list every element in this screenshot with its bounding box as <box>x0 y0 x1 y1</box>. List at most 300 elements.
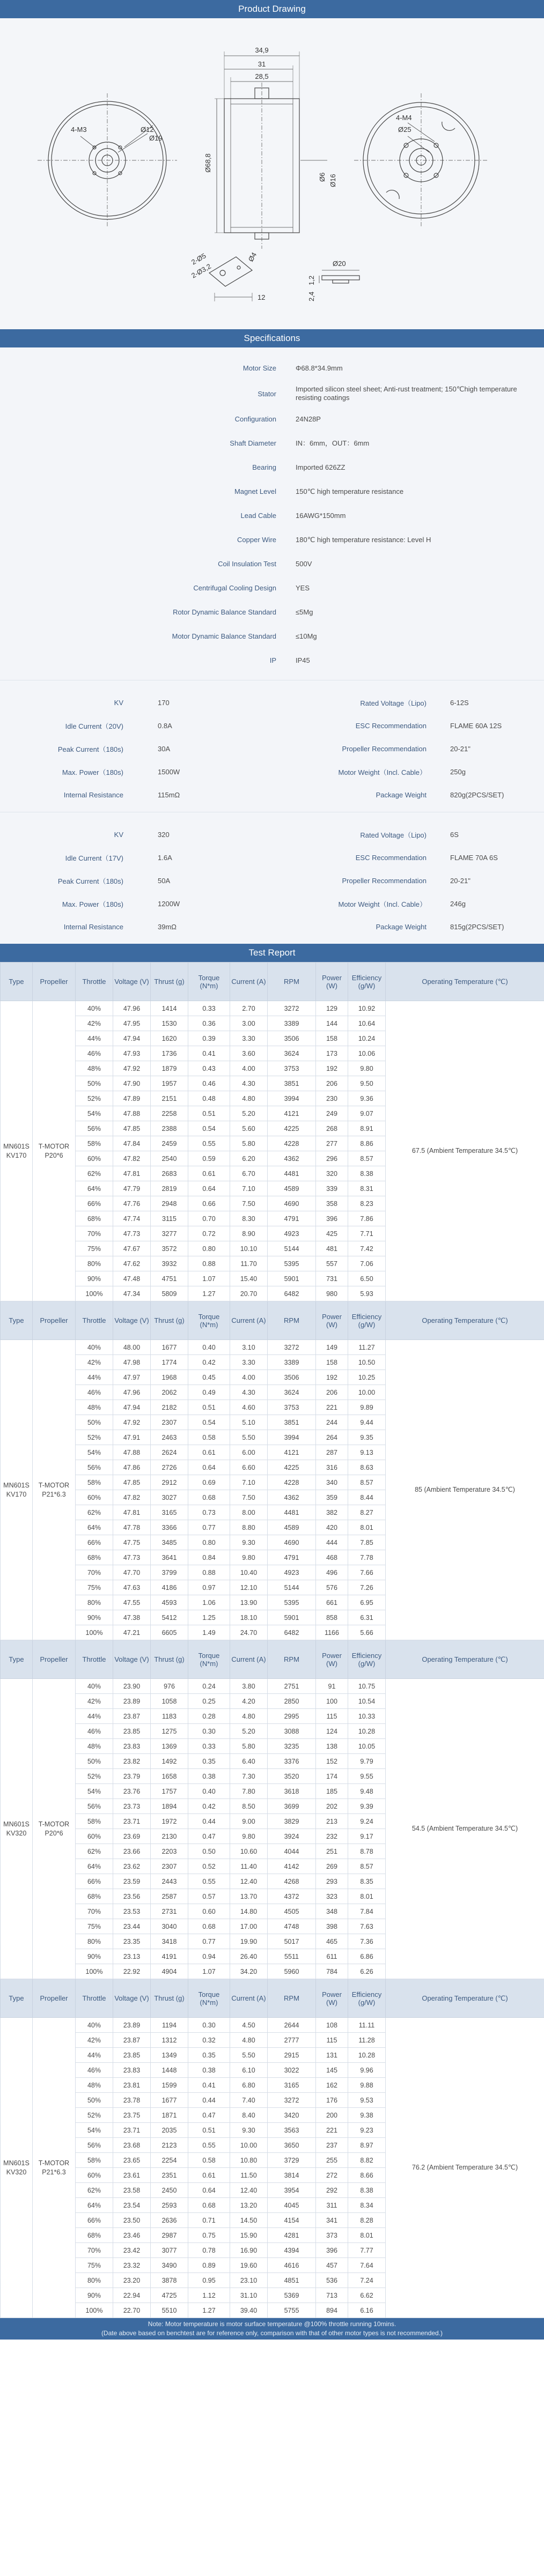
table-cell: 3520 <box>268 1769 316 1784</box>
table-cell: 23.54 <box>113 2198 151 2213</box>
table-cell: 1.49 <box>188 1625 230 1640</box>
table-cell: 100 <box>316 1694 348 1709</box>
table-cell: 202 <box>316 1799 348 1814</box>
table-cell: 0.60 <box>188 1904 230 1919</box>
table-cell: 48% <box>76 1061 113 1076</box>
table-cell: 8.35 <box>348 1874 386 1889</box>
spec-label: Shaft Diameter <box>230 439 276 447</box>
table-cell: 58% <box>76 1814 113 1829</box>
table-cell: 3650 <box>268 2138 316 2153</box>
table-cell: 23.13 <box>113 1949 151 1964</box>
kv-label: KV <box>114 699 123 707</box>
kv-label-right: Rated Voltage（Lipo) <box>360 699 427 707</box>
note-line-2: (Date above based on benchtest are for reference only, comparison with that of other motor types is not recommended.) <box>101 2329 443 2337</box>
table-cell: 9.96 <box>348 2063 386 2078</box>
table-cell: 9.30 <box>230 1535 268 1550</box>
table-cell: 75% <box>76 1241 113 1256</box>
table-cell: 42% <box>76 1694 113 1709</box>
propeller-cell: T-MOTOR P21*6.3 <box>33 1340 76 1640</box>
spec-value: 180℃ high temperature resistance: Level H <box>296 535 431 544</box>
test-header-cell: Propeller <box>33 1640 76 1679</box>
table-cell: 316 <box>316 1460 348 1475</box>
table-cell: 68% <box>76 1889 113 1904</box>
table-cell: 9.30 <box>230 2123 268 2138</box>
table-cell: 0.30 <box>188 2018 230 2033</box>
table-cell: 2540 <box>151 1151 188 1166</box>
table-cell: 23.76 <box>113 1784 151 1799</box>
table-cell: 0.43 <box>188 1061 230 1076</box>
kv-value-right: 6-12S <box>450 699 469 707</box>
table-cell: 9.48 <box>348 1784 386 1799</box>
table-cell: 9.89 <box>348 1400 386 1415</box>
table-cell: 44% <box>76 1031 113 1046</box>
table-cell: 60% <box>76 1490 113 1505</box>
table-cell: 7.10 <box>230 1475 268 1490</box>
table-cell: 46% <box>76 1046 113 1061</box>
table-cell: 0.42 <box>188 1799 230 1814</box>
table-cell: 6482 <box>268 1286 316 1301</box>
table-cell: 100% <box>76 1964 113 1979</box>
spec-label: Configuration <box>234 415 276 423</box>
spec-row <box>0 528 544 552</box>
table-cell: 3994 <box>268 1430 316 1445</box>
table-cell: 70% <box>76 1904 113 1919</box>
table-row <box>1 1340 544 1355</box>
spec-row <box>0 455 544 479</box>
table-cell: 3994 <box>268 1091 316 1106</box>
test-header-cell: Power (W) <box>316 1979 348 2018</box>
table-cell: 3277 <box>151 1226 188 1241</box>
table-cell: 90% <box>76 1271 113 1286</box>
note-line-1: Note: Motor temperature is motor surface temperature @100% throttle running 10mins. <box>148 2320 396 2328</box>
table-cell: 5.93 <box>348 1286 386 1301</box>
table-cell: 713 <box>316 2288 348 2303</box>
table-cell: 8.50 <box>230 1799 268 1814</box>
table-cell: 47.92 <box>113 1415 151 1430</box>
table-cell: 23.46 <box>113 2228 151 2243</box>
table-cell: 15.90 <box>230 2228 268 2243</box>
table-cell: 4690 <box>268 1196 316 1211</box>
table-cell: 9.44 <box>348 1415 386 1430</box>
test-header-cell: Voltage (V) <box>113 1979 151 2018</box>
table-cell: 23.42 <box>113 2243 151 2258</box>
table-cell: 20.70 <box>230 1286 268 1301</box>
table-cell: 23.75 <box>113 2108 151 2123</box>
kv-value-right: 246g <box>450 900 466 908</box>
table-cell: 4225 <box>268 1121 316 1136</box>
table-cell: 23.58 <box>113 2183 151 2198</box>
table-cell: 244 <box>316 1415 348 1430</box>
table-cell: 47.76 <box>113 1196 151 1211</box>
table-cell: 3624 <box>268 1046 316 1061</box>
table-cell: 23.56 <box>113 1889 151 1904</box>
spec-label: Copper Wire <box>237 536 276 544</box>
table-cell: 31.10 <box>230 2288 268 2303</box>
table-cell: 158 <box>316 1355 348 1370</box>
dim-25: Ø25 <box>398 125 411 134</box>
dim-4: Ø4 <box>246 250 259 263</box>
table-cell: 7.84 <box>348 1904 386 1919</box>
table-cell: 6.95 <box>348 1595 386 1610</box>
table-cell: 11.40 <box>230 1859 268 1874</box>
kv-value: 39mΩ <box>158 923 177 931</box>
table-cell: 3954 <box>268 2183 316 2198</box>
test-header-cell: Operating Temperature (℃) <box>386 963 544 1001</box>
dim-4-m4: 4-M4 <box>396 114 412 122</box>
table-cell: 5901 <box>268 1271 316 1286</box>
propeller-cell: T-MOTOR P20*6 <box>33 1001 76 1301</box>
spec-value: 500V <box>296 559 312 568</box>
operating-temperature-cell: 76.2 (Ambient Temperature 34.5℃) <box>386 2018 544 2318</box>
kv-value: 115mΩ <box>158 791 180 799</box>
table-cell: 47.81 <box>113 1505 151 1520</box>
table-cell: 47.96 <box>113 1385 151 1400</box>
table-cell: 5369 <box>268 2288 316 2303</box>
table-cell: 4281 <box>268 2228 316 2243</box>
table-cell: 10.80 <box>230 2153 268 2168</box>
table-cell: 3366 <box>151 1520 188 1535</box>
table-cell: 47.81 <box>113 1166 151 1181</box>
table-cell: 4.50 <box>230 2018 268 2033</box>
table-cell: 4593 <box>151 1595 188 1610</box>
kv-value: 1200W <box>158 900 180 908</box>
table-cell: 50% <box>76 1415 113 1430</box>
clamp-part-view <box>209 257 252 301</box>
kv-label-right: Motor Weight（Incl. Cable） <box>338 900 427 908</box>
dim-1-2: 1,2 <box>307 275 315 285</box>
table-cell: 4923 <box>268 1565 316 1580</box>
table-cell: 48% <box>76 1739 113 1754</box>
table-cell: 47.92 <box>113 1061 151 1076</box>
table-cell: 611 <box>316 1949 348 1964</box>
table-cell: 5.20 <box>230 1106 268 1121</box>
table-cell: 14.50 <box>230 2213 268 2228</box>
table-cell: 4268 <box>268 1874 316 1889</box>
table-cell: 4.60 <box>230 1400 268 1415</box>
table-cell: 2123 <box>151 2138 188 2153</box>
table-cell: 3418 <box>151 1934 188 1949</box>
table-cell: 2624 <box>151 1445 188 1460</box>
table-cell: 10.40 <box>230 1565 268 1580</box>
table-cell: 6.20 <box>230 1151 268 1166</box>
kv-label: Internal Resistance <box>63 923 123 931</box>
table-cell: 100% <box>76 1286 113 1301</box>
table-cell: 60% <box>76 2168 113 2183</box>
table-cell: 0.61 <box>188 2168 230 2183</box>
kv-value: 1.6A <box>158 854 172 862</box>
table-cell: 8.90 <box>230 1226 268 1241</box>
table-cell: 1414 <box>151 1001 188 1016</box>
table-cell: 358 <box>316 1196 348 1211</box>
table-cell: 2035 <box>151 2123 188 2138</box>
spec-label: Bearing <box>252 463 276 471</box>
operating-temperature-cell: 54.5 (Ambient Temperature 34.5℃) <box>386 1679 544 1979</box>
motor-type-cell: MN601S KV320 <box>1 2018 33 2318</box>
table-cell: 47.21 <box>113 1625 151 1640</box>
table-cell: 481 <box>316 1241 348 1256</box>
table-cell: 10.60 <box>230 1844 268 1859</box>
kv-row <box>0 823 544 846</box>
table-cell: 272 <box>316 2168 348 2183</box>
table-cell: 64% <box>76 1181 113 1196</box>
specs-title-bar <box>0 329 544 347</box>
kv-row <box>0 846 544 869</box>
table-cell: 1871 <box>151 2108 188 2123</box>
table-cell: 8.57 <box>348 1859 386 1874</box>
table-cell: 3851 <box>268 1076 316 1091</box>
table-cell: 2203 <box>151 1844 188 1859</box>
spec-value: 150℃ high temperature resistance <box>296 487 404 495</box>
table-cell: 264 <box>316 1430 348 1445</box>
table-cell: 0.64 <box>188 1460 230 1475</box>
table-cell: 557 <box>316 1256 348 1271</box>
table-cell: 4.30 <box>230 1385 268 1400</box>
operating-temperature-cell: 67.5 (Ambient Temperature 34.5℃) <box>386 1001 544 1301</box>
table-cell: 7.86 <box>348 1211 386 1226</box>
spec-label: Lead Cable <box>240 512 276 520</box>
kv-row <box>0 760 544 783</box>
table-cell: 23.50 <box>113 2213 151 2228</box>
table-cell: 42% <box>76 1016 113 1031</box>
table-cell: 4044 <box>268 1844 316 1859</box>
table-cell: 23.44 <box>113 1919 151 1934</box>
table-cell: 2995 <box>268 1709 316 1724</box>
table-cell: 1312 <box>151 2033 188 2048</box>
table-cell: 425 <box>316 1226 348 1241</box>
table-cell: 10.06 <box>348 1046 386 1061</box>
table-cell: 10.05 <box>348 1739 386 1754</box>
table-cell: 22.92 <box>113 1964 151 1979</box>
table-cell: 6482 <box>268 1625 316 1640</box>
table-cell: 9.07 <box>348 1106 386 1121</box>
table-cell: 52% <box>76 2108 113 2123</box>
kv-label-right: ESC Recommendation <box>355 854 427 862</box>
table-cell: 4228 <box>268 1475 316 1490</box>
table-cell: 3.30 <box>230 1031 268 1046</box>
table-cell: 4904 <box>151 1964 188 1979</box>
table-cell: 3485 <box>151 1535 188 1550</box>
test-header-cell: Propeller <box>33 963 76 1001</box>
table-cell: 4.00 <box>230 1370 268 1385</box>
table-cell: 3389 <box>268 1016 316 1031</box>
table-cell: 5.80 <box>230 1739 268 1754</box>
table-cell: 4589 <box>268 1520 316 1535</box>
kv-value: 320 <box>158 831 170 839</box>
test-header-row <box>1 963 544 1001</box>
table-cell: 3563 <box>268 2123 316 2138</box>
table-cell: 1957 <box>151 1076 188 1091</box>
table-cell: 9.17 <box>348 1829 386 1844</box>
spec-value: ≤5Mg <box>296 608 313 616</box>
table-cell: 0.64 <box>188 2183 230 2198</box>
table-cell: 251 <box>316 1844 348 1859</box>
test-title-bar <box>0 944 544 962</box>
table-cell: 3641 <box>151 1550 188 1565</box>
table-cell: 269 <box>316 1859 348 1874</box>
kv-block <box>0 680 544 812</box>
table-cell: 1774 <box>151 1355 188 1370</box>
table-cell: 7.06 <box>348 1256 386 1271</box>
table-cell: 3.60 <box>230 1046 268 1061</box>
table-cell: 66% <box>76 1535 113 1550</box>
table-cell: 174 <box>316 1769 348 1784</box>
table-cell: 0.41 <box>188 2078 230 2093</box>
table-cell: 23.81 <box>113 2078 151 2093</box>
motor-type-cell: MN601S KV170 <box>1 1340 33 1640</box>
table-cell: 3572 <box>151 1241 188 1256</box>
table-cell: 731 <box>316 1271 348 1286</box>
table-cell: 47.96 <box>113 1001 151 1016</box>
table-cell: 7.10 <box>230 1181 268 1196</box>
table-cell: 7.64 <box>348 2258 386 2273</box>
table-cell: 2307 <box>151 1415 188 1430</box>
table-cell: 66% <box>76 1874 113 1889</box>
table-cell: 0.47 <box>188 1829 230 1844</box>
table-cell: 8.44 <box>348 1490 386 1505</box>
table-cell: 3389 <box>268 1355 316 1370</box>
table-cell: 0.80 <box>188 1241 230 1256</box>
table-cell: 7.80 <box>230 1784 268 1799</box>
table-cell: 26.40 <box>230 1949 268 1964</box>
table-cell: 1.27 <box>188 1286 230 1301</box>
test-header-row <box>1 1979 544 2018</box>
table-cell: 34.20 <box>230 1964 268 1979</box>
table-cell: 8.91 <box>348 1121 386 1136</box>
table-cell: 100% <box>76 1625 113 1640</box>
table-cell: 7.24 <box>348 2273 386 2288</box>
table-cell: 23.71 <box>113 1814 151 1829</box>
table-cell: 62% <box>76 2183 113 2198</box>
table-cell: 23.89 <box>113 2018 151 2033</box>
table-cell: 9.13 <box>348 1445 386 1460</box>
dim-2-4: 2,4 <box>307 291 315 301</box>
table-cell: 40% <box>76 1001 113 1016</box>
table-cell: 56% <box>76 2138 113 2153</box>
test-header-cell: Power (W) <box>316 1640 348 1679</box>
table-cell: 2751 <box>268 1679 316 1694</box>
table-cell: 496 <box>316 1565 348 1580</box>
table-cell: 23.83 <box>113 1739 151 1754</box>
table-cell: 46% <box>76 1724 113 1739</box>
spec-label: Motor Size <box>242 364 276 372</box>
table-cell: 9.35 <box>348 1430 386 1445</box>
table-cell: 7.85 <box>348 1535 386 1550</box>
kv-label-right: Propeller Recommendation <box>342 745 427 753</box>
table-cell: 0.47 <box>188 2108 230 2123</box>
table-cell: 2459 <box>151 1136 188 1151</box>
table-cell: 62% <box>76 1505 113 1520</box>
dim-28-5: 28,5 <box>255 72 269 80</box>
specs-list <box>0 347 544 680</box>
table-cell: 3506 <box>268 1031 316 1046</box>
table-cell: 6.00 <box>230 1445 268 1460</box>
side-view <box>215 51 327 249</box>
table-cell: 47.89 <box>113 1091 151 1106</box>
table-cell: 6.26 <box>348 1964 386 1979</box>
table-cell: 3.30 <box>230 1355 268 1370</box>
table-cell: 3235 <box>268 1739 316 1754</box>
table-cell: 149 <box>316 1340 348 1355</box>
table-cell: 2819 <box>151 1181 188 1196</box>
table-cell: 2151 <box>151 1091 188 1106</box>
table-cell: 42% <box>76 1355 113 1370</box>
table-cell: 4481 <box>268 1166 316 1181</box>
table-cell: 52% <box>76 1430 113 1445</box>
spec-row <box>0 356 544 380</box>
table-cell: 2644 <box>268 2018 316 2033</box>
table-cell: 340 <box>316 1475 348 1490</box>
table-cell: 0.66 <box>188 1196 230 1211</box>
table-cell: 47.70 <box>113 1565 151 1580</box>
table-cell: 6.86 <box>348 1949 386 1964</box>
table-cell: 4923 <box>268 1226 316 1241</box>
table-cell: 1757 <box>151 1784 188 1799</box>
table-cell: 22.70 <box>113 2303 151 2318</box>
table-cell: 8.00 <box>230 1505 268 1520</box>
spec-row <box>0 380 544 407</box>
table-cell: 0.55 <box>188 2138 230 2153</box>
table-cell: 1879 <box>151 1061 188 1076</box>
dim-6: Ø6 <box>318 172 326 182</box>
spec-label: Coil Insulation Test <box>218 560 276 568</box>
table-cell: 0.54 <box>188 1121 230 1136</box>
spec-row <box>0 552 544 576</box>
table-cell: 7.30 <box>230 1769 268 1784</box>
drawing-title: Product Drawing <box>238 4 306 14</box>
table-cell: 2463 <box>151 1430 188 1445</box>
table-cell: 8.82 <box>348 2153 386 2168</box>
table-cell: 23.85 <box>113 2048 151 2063</box>
table-cell: 9.79 <box>348 1754 386 1769</box>
test-note <box>0 2318 544 2340</box>
kv-label: Max. Power（180s) <box>62 900 123 908</box>
table-cell: 0.55 <box>188 1136 230 1151</box>
table-cell: 5144 <box>268 1580 316 1595</box>
table-cell: 10.24 <box>348 1031 386 1046</box>
test-title: Test Report <box>248 948 296 958</box>
table-cell: 3420 <box>268 2108 316 2123</box>
table-cell: 10.10 <box>230 1241 268 1256</box>
table-cell: 9.50 <box>348 1076 386 1091</box>
table-cell: 42% <box>76 2033 113 2048</box>
kv-value-right: 820g(2PCS/SET) <box>450 791 504 799</box>
table-cell: 976 <box>151 1679 188 1694</box>
dim-2-d3-2: 2-Ø3,2 <box>190 262 212 280</box>
table-cell: 3040 <box>151 1919 188 1934</box>
spec-value: YES <box>296 583 310 592</box>
table-cell: 7.71 <box>348 1226 386 1241</box>
table-cell: 2258 <box>151 1106 188 1121</box>
test-header-cell: Torque (N*m) <box>188 1979 230 2018</box>
table-cell: 47.78 <box>113 1520 151 1535</box>
table-cell: 4791 <box>268 1550 316 1565</box>
kv-value-right: FLAME 70A 6S <box>450 854 498 862</box>
table-cell: 10.00 <box>348 1385 386 1400</box>
table-cell: 296 <box>316 1151 348 1166</box>
test-header-cell: Current (A) <box>230 1640 268 1679</box>
table-cell: 3165 <box>151 1505 188 1520</box>
kv-blocks <box>0 680 544 944</box>
table-cell: 3699 <box>268 1799 316 1814</box>
table-cell: 4725 <box>151 2288 188 2303</box>
kv-label-right: Rated Voltage（Lipo) <box>360 831 427 839</box>
table-cell: 0.46 <box>188 1076 230 1091</box>
dim-31: 31 <box>258 60 266 68</box>
test-header-cell: Thrust (g) <box>151 1301 188 1340</box>
kv-value: 30A <box>158 745 171 753</box>
test-header-row <box>1 1301 544 1340</box>
table-cell: 2450 <box>151 2183 188 2198</box>
